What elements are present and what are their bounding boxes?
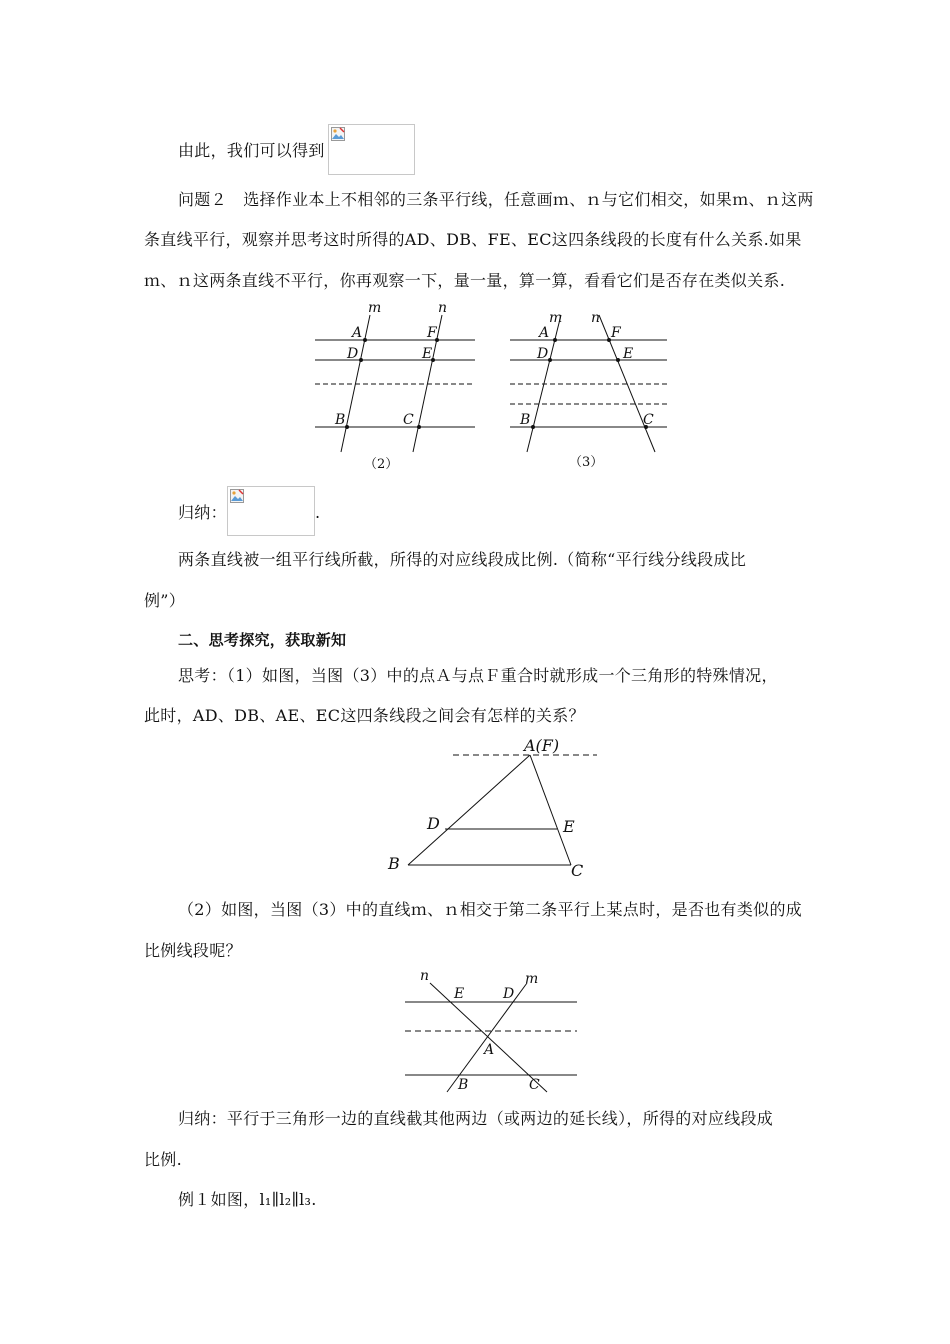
question2b-line2: 比例线段呢？ bbox=[144, 941, 242, 960]
label-A: A bbox=[484, 1042, 495, 1058]
label-C: C bbox=[403, 412, 414, 428]
induction2-line1: 归纳：平行于三角形一边的直线截其他两边（或两边的延长线），所得的对应线段成 bbox=[178, 1109, 774, 1128]
label-E: E bbox=[623, 346, 634, 362]
label-E: E bbox=[563, 817, 575, 836]
induction-period: . bbox=[315, 503, 321, 522]
label-A-F: A(F) bbox=[524, 736, 560, 755]
think-line2: 此时，AD、DB、AE、EC这四条线段之间会有怎样的关系？ bbox=[144, 706, 585, 725]
broken-image-icon bbox=[230, 489, 244, 503]
formula-image bbox=[227, 486, 315, 536]
label-A: A bbox=[539, 325, 550, 341]
figure-2-parallel-lines bbox=[310, 300, 480, 475]
label-F: F bbox=[427, 325, 437, 341]
label-E: E bbox=[422, 346, 433, 362]
label-F: F bbox=[611, 325, 621, 341]
paragraph-conclusion: 由此，我们可以得到 bbox=[178, 141, 325, 160]
label-C: C bbox=[571, 861, 584, 880]
formula-image bbox=[328, 124, 415, 175]
label-n: n bbox=[420, 968, 430, 984]
label-C: C bbox=[643, 412, 654, 428]
question2-line2: 条直线平行，观察并思考这时所得的AD、DB、FE、EC这四条线段的长度有什么关系.如果 bbox=[144, 230, 802, 249]
label-B: B bbox=[458, 1077, 469, 1093]
induction2-line2: 比例. bbox=[144, 1150, 182, 1169]
label-D: D bbox=[427, 814, 440, 833]
label-B: B bbox=[520, 412, 531, 428]
label-n: n bbox=[438, 300, 448, 316]
question2b-line1: （2）如图，当图（3）中的直线ｍ、ｎ相交于第二条平行上某点时，是否也有类似的成 bbox=[178, 900, 803, 919]
induction-label: 归纳： bbox=[178, 503, 227, 522]
label-C: C bbox=[529, 1077, 540, 1093]
think-line1: 思考：（1）如图，当图（3）中的点Ａ与点Ｆ重合时就形成一个三角形的特殊情况， bbox=[178, 666, 778, 685]
figure-caption: （2） bbox=[364, 457, 399, 472]
example1: 例１如图，l₁∥l₂∥l₃. bbox=[178, 1190, 317, 1209]
label-D: D bbox=[347, 346, 359, 362]
rule-line1: 两条直线被一组平行线所截，所得的对应线段成比例.（简称“平行线分线段成比 bbox=[178, 550, 747, 569]
label-E: E bbox=[454, 986, 465, 1002]
figure-crossing-lines bbox=[400, 965, 585, 1100]
label-A: A bbox=[352, 325, 363, 341]
broken-image-icon bbox=[331, 127, 345, 141]
question2-line3: ｍ、ｎ这两条直线不平行，你再观察一下，量一量，算一算，看看它们是否存在类似关系. bbox=[144, 271, 786, 290]
figure-caption: （3） bbox=[569, 455, 604, 470]
figure-3-parallel-lines bbox=[505, 300, 675, 475]
label-m: m bbox=[368, 300, 382, 316]
question2-line1: 问题２ 选择作业本上不相邻的三条平行线，任意画ｍ、ｎ与它们相交，如果ｍ、ｎ这两 bbox=[178, 190, 814, 209]
section-heading: 二、思考探究，获取新知 bbox=[178, 631, 347, 649]
label-D: D bbox=[503, 986, 515, 1002]
label-m: m bbox=[525, 971, 539, 987]
label-B: B bbox=[388, 854, 400, 873]
label-B: B bbox=[335, 412, 346, 428]
label-m: m bbox=[549, 310, 563, 326]
figure-triangle bbox=[385, 735, 600, 880]
rule-line2: 例”） bbox=[144, 591, 186, 610]
label-n: n bbox=[591, 310, 601, 326]
label-D: D bbox=[537, 346, 549, 362]
